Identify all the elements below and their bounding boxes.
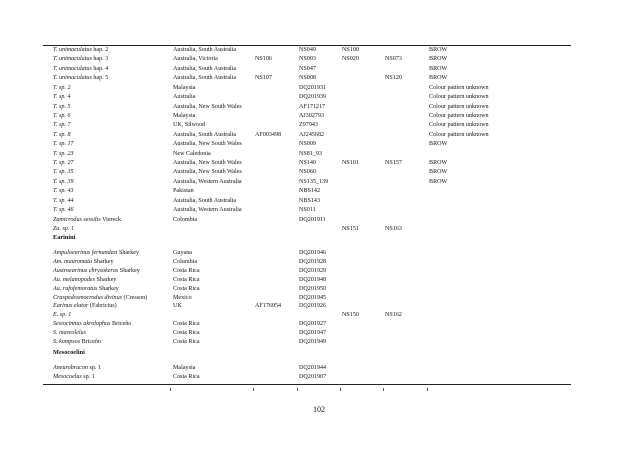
taxon-name: Mesocoelus [53, 374, 82, 380]
locality-cell: Australia, New South Wales [173, 160, 242, 167]
taxon-authority: Sharkey [117, 250, 139, 256]
locality-cell: UK, Silwood [173, 122, 206, 129]
taxon-cell [53, 249, 139, 257]
accession-cell-2: NS81_93 [299, 150, 323, 157]
taxon-authority: (Cresson) [122, 294, 148, 301]
taxon-name: Am. mauromata [53, 258, 93, 265]
taxon-cell [53, 267, 140, 275]
accession-cell-4: NS157 [385, 160, 402, 167]
locality-cell: Costa Rica [173, 285, 200, 292]
accession-cell-2: DQ201950 [299, 285, 327, 292]
taxon-name: T. sp. 43 [53, 188, 74, 195]
accession-cell-4: NS120 [385, 75, 402, 82]
accession-cell-2: NS140 [299, 160, 316, 167]
table-row [0, 373, 638, 381]
taxon-cell [53, 187, 74, 195]
taxon-cell [53, 216, 121, 224]
accession-cell-2: DQ201947 [299, 330, 327, 337]
taxon-name: S. kompsos [53, 339, 81, 345]
table-row [0, 140, 638, 148]
table-row [0, 302, 638, 310]
table-row [0, 258, 638, 266]
locality-cell: Australia, New South Wales [173, 141, 242, 148]
accession-cell-3: NS150 [342, 312, 359, 319]
accession-cell-2: DQ201949 [299, 339, 327, 345]
colour-pattern-cell: BROW [429, 56, 448, 63]
accession-cell-2: AF171217 [299, 103, 326, 110]
accession-cell-2: DQ201929 [299, 267, 327, 274]
colour-pattern-cell: Colour pattern unknown [429, 131, 489, 138]
table-row [0, 216, 638, 224]
column-tick [253, 388, 254, 391]
table-row [0, 249, 638, 257]
taxon-authority: Briceño [110, 321, 132, 328]
taxon-authority: hap. 5 [91, 75, 109, 82]
locality-cell: Australia, Western Australia [173, 207, 242, 214]
colour-pattern-cell: Colour pattern unknown [429, 94, 489, 101]
locality-cell: Colombia [173, 216, 198, 223]
locality-cell: New Caledonia [173, 150, 211, 157]
table-row [0, 74, 638, 82]
section-heading-mesocoelini: Mesocoelini [53, 349, 85, 356]
column-tick [340, 388, 341, 391]
locality-cell: Mexico [173, 294, 192, 301]
taxon-name: Ampuloearinus fernandezi [53, 250, 118, 256]
taxon-cell [53, 364, 101, 372]
taxon-name: T. sp. 27 [53, 160, 74, 167]
locality-cell: Australia [173, 94, 196, 101]
taxon-name: T. unimaculatus [53, 75, 92, 82]
taxon-authority: hap. 2 [91, 47, 109, 53]
locality-cell: Australia, New South Wales [173, 169, 242, 176]
table-row [0, 93, 638, 101]
taxon-name: T. sp. 6 [53, 112, 71, 119]
accession-cell-2: Z97943 [299, 122, 318, 129]
table-row [0, 168, 638, 176]
accession-cell-2: DQ201907 [299, 374, 327, 380]
taxon-cell [53, 302, 117, 310]
locality-cell: Costa Rica [173, 267, 200, 274]
accession-cell-2: DQ201948 [299, 276, 327, 283]
taxon-name: T. sp. 39 [53, 178, 74, 185]
taxon-name: T. sp. 17 [53, 141, 74, 148]
colour-pattern-cell: BROW [429, 75, 448, 82]
locality-cell: Costa Rica [173, 330, 200, 337]
taxon-cell [53, 285, 119, 293]
colour-pattern-cell: Colour pattern unknown [429, 103, 489, 110]
taxon-name: T. sp. 23 [53, 150, 74, 157]
accession-cell-2: DQ201946 [299, 250, 327, 256]
taxon-cell [53, 225, 74, 233]
taxon-cell [53, 103, 71, 111]
table-row [0, 329, 638, 337]
accession-cell-2: AJ302793 [299, 112, 325, 119]
taxon-name: T. unimaculatus [53, 56, 92, 63]
taxon-cell [53, 140, 74, 148]
colour-pattern-cell: Colour pattern unknown [429, 122, 489, 129]
colour-pattern-cell: BROW [429, 178, 448, 185]
locality-cell: Malaysia [173, 84, 196, 91]
accession-cell-2: DQ201939 [299, 94, 327, 101]
taxon-authority: (Fabricius) [88, 303, 117, 310]
accession-cell-2: NS135_139 [299, 178, 329, 185]
locality-cell: Australia, South Australia [173, 65, 237, 72]
table-row [0, 46, 638, 54]
locality-cell: Australia, New South Wales [173, 103, 242, 110]
taxon-name: S. mareolelus [53, 330, 86, 337]
table-row [0, 285, 638, 293]
accession-cell-2: DQ201926 [299, 303, 327, 310]
accession-cell-2: DQ201927 [299, 321, 327, 328]
table-row [0, 65, 638, 73]
taxon-authority: Sharkey [97, 285, 119, 292]
accession-cell-1: NS107 [255, 75, 272, 82]
column-tick [427, 388, 428, 391]
taxon-name: Aneurobracon [53, 365, 88, 371]
taxon-name: T. unimaculatus [53, 47, 92, 53]
accession-cell-1: AF003498 [255, 131, 282, 138]
taxon-name: Zamicrodus sessilis [53, 216, 101, 223]
accession-cell-2: NS008 [299, 75, 316, 82]
table-row [0, 276, 638, 284]
locality-cell: Malaysia [173, 112, 196, 119]
locality-cell: Australia, South Australia [173, 75, 237, 82]
taxon-authority: hap. 3 [91, 56, 109, 63]
taxon-name: Earinus elator [53, 303, 89, 310]
accession-cell-2: AJ245682 [299, 131, 325, 138]
taxon-cell [53, 131, 71, 139]
accession-cell-2: DQ201911 [299, 216, 326, 223]
taxon-name: E. sp. 1 [53, 312, 72, 319]
accession-cell-2: NS060 [299, 169, 316, 176]
locality-cell: Costa Rica [173, 321, 200, 328]
colour-pattern-cell: Colour pattern unknown [429, 112, 489, 119]
taxon-cell [53, 258, 114, 266]
taxon-cell [53, 65, 108, 73]
locality-cell: Australia, South Australia [173, 197, 237, 204]
accession-cell-2: NS009 [299, 141, 316, 148]
taxon-authority: Sharkey [94, 276, 117, 283]
table-row [0, 338, 638, 346]
column-tick [297, 388, 298, 391]
locality-cell: Costa Rica [173, 339, 200, 345]
locality-cell: Columbia [173, 258, 198, 265]
accession-cell-2: DQ201945 [299, 294, 327, 301]
taxon-name: Austroearinus chrysokeras [53, 267, 119, 274]
table-row [0, 364, 638, 372]
taxon-name: T. sp. 44 [53, 197, 74, 204]
table-row [0, 320, 638, 328]
taxon-cell [53, 197, 74, 205]
locality-cell: Malaysia [173, 365, 196, 371]
table-row [0, 206, 638, 214]
table-row [0, 55, 638, 63]
accession-cell-2: NS003 [299, 56, 316, 63]
column-tick [383, 388, 384, 391]
taxon-name: Sesiocinnus akrolophus [53, 321, 111, 328]
table-row [0, 112, 638, 120]
section-heading-earinini: Earinini [53, 234, 76, 241]
taxon-name: Za. sp. 1 [53, 225, 74, 232]
taxon-authority: Sharkey [118, 267, 140, 274]
locality-cell: UK [173, 303, 182, 310]
taxon-name: T. sp. 5 [53, 103, 71, 110]
table-row [0, 131, 638, 139]
taxon-cell [53, 84, 71, 92]
page-number: 102 [313, 405, 325, 414]
accession-cell-3: NS151 [342, 225, 359, 232]
accession-cell-4: NS073 [385, 56, 402, 63]
accession-cell-1: AF176054 [255, 303, 282, 310]
taxon-name: T. sp. 46 [53, 207, 74, 214]
accession-cell-3: NS101 [342, 160, 359, 167]
locality-cell: Australia, Victoria [173, 56, 218, 63]
taxon-name: T. sp. 4 [53, 94, 71, 101]
locality-cell: Australia, South Australia [173, 131, 237, 138]
taxon-cell [53, 294, 147, 302]
accession-cell-2: DQ201928 [299, 258, 327, 265]
accession-cell-2: NS011 [299, 207, 316, 214]
accession-cell-4: NS162 [385, 312, 402, 319]
accession-cell-2: NBS142 [299, 188, 320, 195]
taxon-authority: sp. 1 [87, 365, 102, 371]
table-row [0, 84, 638, 92]
column-tick [170, 388, 171, 391]
taxon-cell [53, 112, 71, 120]
accession-cell-3: NS020 [342, 56, 359, 63]
table-row [0, 225, 638, 233]
taxon-cell [53, 178, 74, 186]
taxon-name: T. sp. 35 [53, 169, 74, 176]
taxon-name: T. sp. 7 [53, 122, 71, 129]
taxon-name: Au. melanopodes [53, 276, 95, 283]
taxon-cell [53, 93, 71, 101]
accession-cell-2: NS047 [299, 65, 316, 72]
taxon-name: Au. rufofemoratus [53, 285, 98, 292]
taxon-name: T. sp. 2 [53, 84, 71, 91]
locality-cell: Australia, South Australia [173, 47, 237, 53]
accession-cell-3: NS100 [342, 47, 359, 53]
taxon-authority: Sharkey [92, 258, 114, 265]
table-row [0, 294, 638, 302]
colour-pattern-cell: BROW [429, 65, 448, 72]
colour-pattern-cell: BROW [429, 160, 448, 167]
taxon-cell [53, 311, 71, 319]
taxon-cell [53, 276, 116, 284]
taxon-cell [53, 55, 108, 63]
taxon-cell [53, 320, 131, 328]
colour-pattern-cell: BROW [429, 141, 448, 148]
locality-cell: Pakistan [173, 188, 194, 195]
table-row [0, 267, 638, 275]
colour-pattern-cell: Colour pattern unknown [429, 84, 489, 91]
taxon-cell [53, 338, 101, 346]
table-row [0, 150, 638, 158]
accession-cell-1: NS106 [255, 56, 272, 63]
locality-cell: Costa Rica [173, 276, 200, 283]
accession-cell-2: DQ201931 [299, 84, 327, 91]
taxon-cell [53, 206, 74, 214]
taxon-cell [53, 159, 74, 167]
table-row [0, 178, 638, 186]
table-row [0, 197, 638, 205]
taxon-name: T. unimaculatus [53, 65, 92, 72]
taxon-name: T. sp. 8 [53, 131, 71, 138]
taxon-cell [53, 74, 108, 82]
taxon-cell [53, 373, 95, 381]
taxon-authority: Viereck [100, 216, 122, 223]
locality-cell: Guyana [173, 250, 192, 256]
taxon-name: Craspedosmocrodus divinus [53, 294, 123, 301]
colour-pattern-cell: BROW [429, 169, 448, 176]
accession-cell-2: NS049 [299, 47, 316, 53]
table-bottom-rule [43, 384, 571, 385]
table-row [0, 187, 638, 195]
locality-cell: Costa Rica [173, 374, 200, 380]
accession-cell-4: NS163 [385, 225, 402, 232]
taxon-cell [53, 46, 108, 54]
table-row [0, 159, 638, 167]
taxon-authority: Briceño [80, 339, 101, 345]
taxon-cell [53, 121, 71, 129]
table-row [0, 311, 638, 319]
taxon-cell [53, 150, 74, 158]
accession-cell-2: NBS143 [299, 197, 320, 204]
taxon-authority: sp. 1 [81, 374, 95, 380]
locality-cell: Australia, Western Australia [173, 178, 242, 185]
accession-cell-2: DQ201944 [299, 365, 327, 371]
taxon-cell [53, 329, 86, 337]
table-row [0, 103, 638, 111]
table-row [0, 121, 638, 129]
taxon-authority: hap. 4 [91, 65, 109, 72]
colour-pattern-cell: BROW [429, 47, 448, 53]
taxon-cell [53, 168, 74, 176]
